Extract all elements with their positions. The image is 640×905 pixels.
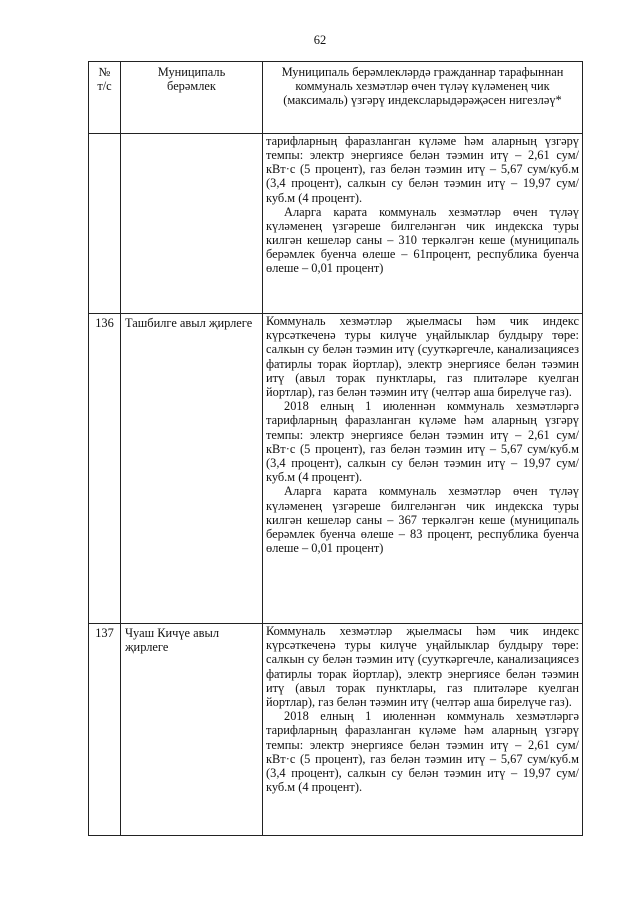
page-number: 62 bbox=[313, 33, 327, 47]
header-number: № т/с bbox=[89, 62, 121, 134]
table-row bbox=[89, 134, 583, 314]
description-paragraph: Коммуналь хезмәтләр җыелмасы һәм чик индекс күрсәткеченә туры килүче уңайлыклар булдыру төре: салкын су белән тәэмин итү (сууткәргечле, канализациясез фатирлы торак йортлар), электр энергиясе белән тәэмин итү (авыл торак пунктлары, газ плитәләре куелган йортлар), газ белән тәэмин итү (челтәр аша бирелүче газ). bbox=[266, 624, 579, 710]
row-number: 137 bbox=[89, 624, 121, 836]
row-number: 136 bbox=[89, 314, 121, 624]
description-paragraph: Аларга карата коммуналь хезмәтләр өчен түләү күләменең үзгәреше билгеләнгән чик индекска туры килгән кешеләр саны – 310 теркәлгән кеше (муниципаль берәмлек буенча өлеше – 61процент, республика буенча өлеше – 0,01 процент) bbox=[266, 204, 579, 276]
row-municipality: Чуаш Кичүе авыл җирлеге bbox=[121, 624, 263, 836]
row-description bbox=[263, 314, 583, 624]
description-paragraph: 2018 елның 1 июленнән коммуналь хезмәтләргә тарифларның фаразланган күләме һәм аларның үзгәрү темпы: электр энергиясе белән тәэмин итү – 2,61 сум/кВт·с (5 процент), газ белән тәэмин итү – 5,67 сум/куб.м (3,4 процент), салкын су белән тәэмин итү – 19,97 сум/куб.м (4 процент). bbox=[266, 709, 579, 795]
description-paragraph: тарифларның фаразланган күләме һәм аларның үзгәрү темпы: электр энергиясе белән тәэмин итү – 2,61 сум/кВт·с (5 процент), газ белән тәэмин итү – 5,67 сум/куб.м (3,4 процент), салкын су белән тәэмин итү – 19,97 сум/куб.м (4 процент). bbox=[266, 134, 579, 205]
header-municipality: Муниципаль берәмлек bbox=[121, 62, 263, 134]
description-paragraph: Коммуналь хезмәтләр җыелмасы һәм чик индекс күрсәткеченә туры килүче уңайлыклар булдыру төре: салкын су белән тәэмин итү (сууткәргечле, канализациясез фатирлы торак йортлар), электр энергиясе белән тәэмин итү (авыл торак пунктлары, газ плитәләре куелган йортлар), газ белән тәэмин итү (челтәр аша бирелүче газ). bbox=[266, 314, 579, 400]
table-row bbox=[89, 624, 583, 836]
table-row bbox=[89, 314, 583, 624]
header-description: Муниципаль берәмлекләрдә гражданнар тарафыннан коммуналь хезмәтләр өчен түләү күләменең чик (максималь) үзгәрү индексларыдәрәҗәсен нигезләү* bbox=[263, 62, 583, 134]
row-municipality bbox=[121, 134, 263, 314]
row-description bbox=[263, 134, 583, 314]
row-municipality: Ташбилге авыл җирлеге bbox=[121, 314, 263, 624]
row-description bbox=[263, 624, 583, 836]
tariff-table bbox=[88, 61, 583, 836]
row-number bbox=[89, 134, 121, 314]
description-paragraph: 2018 елның 1 июленнән коммуналь хезмәтләргә тарифларның фаразланган күләме һәм аларның үзгәрү темпы: электр энергиясе белән тәэмин итү – 2,61 сум/кВт·с (5 процент), газ белән тәэмин итү – 5,67 сум/куб.м (3,4 процент), салкын су белән тәэмин итү – 19,97 сум/куб.м (4 процент). bbox=[266, 399, 579, 485]
table-header-row bbox=[89, 62, 583, 134]
description-paragraph: Аларга карата коммуналь хезмәтләр өчен түләү күләменең үзгәреше билгеләнгән чик индекска туры килгән кешеләр саны – 367 теркәлгән кеше (муниципаль берәмлек буенча өлеше – 83 процент, республика буенча өлеше – 0,01 процент) bbox=[266, 484, 579, 556]
